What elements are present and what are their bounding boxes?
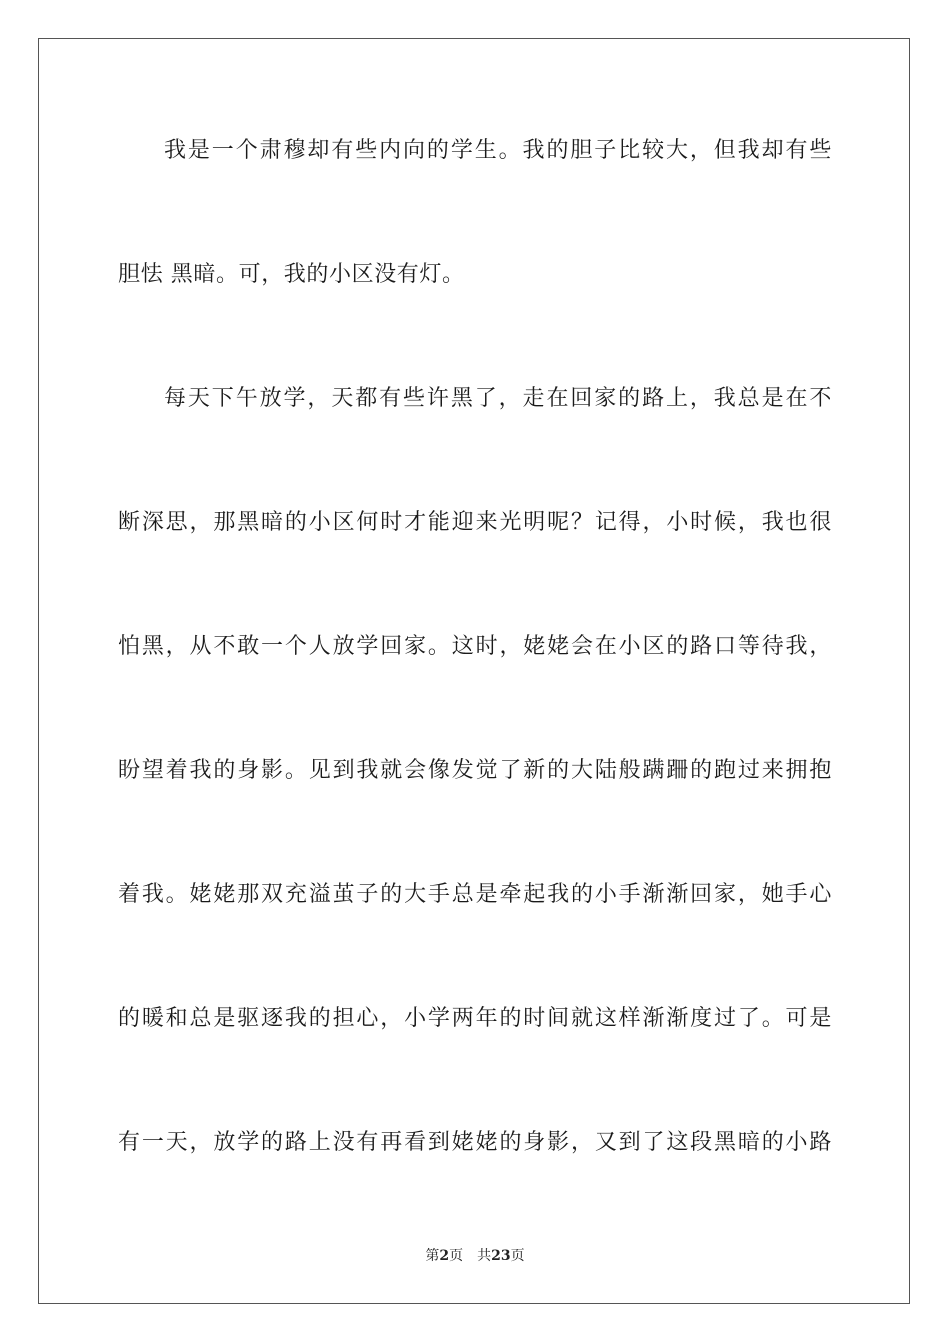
total-label-suffix: 页	[510, 1248, 525, 1264]
paragraph-2-line-7: 有一天，放学的路上没有再看到姥姥的身影，又到了这段黑暗的小路	[118, 1130, 832, 1155]
paragraph-2-line-1: 每天下午放学，天都有些许黑了，走在回家的路上，我总是在不	[164, 386, 832, 411]
paragraph-1-line-1: 我是一个肃穆却有些内向的学生。我的胆子比较大，但我却有些	[164, 138, 832, 163]
paragraph-2-line-3: 怕黑，从不敢一个人放学回家。这时，姥姥会在小区的路口等待我，	[118, 634, 832, 659]
paragraph-1-line-2: 胆怯 黑暗。可，我的小区没有灯。	[118, 262, 465, 287]
total-pages: 23	[491, 1248, 511, 1264]
paragraph-2-line-6: 的暖和总是驱逐我的担心，小学两年的时间就这样渐渐度过了。可是	[118, 1006, 832, 1031]
paragraph-2-line-4: 盼望着我的身影。见到我就会像发觉了新的大陆般蹒跚的跑过来拥抱	[118, 758, 832, 783]
paragraph-2-line-2: 断深思，那黑暗的小区何时才能迎来光明呢？记得，小时候，我也很	[118, 510, 832, 535]
page-label-prefix: 第	[425, 1248, 440, 1264]
page-label-suffix: 页	[449, 1248, 464, 1264]
total-label-prefix: 共	[477, 1248, 492, 1264]
page-border	[38, 38, 910, 1304]
page-footer	[0, 1247, 950, 1265]
page-number: 2	[439, 1248, 450, 1264]
paragraph-2-line-5: 着我。姥姥那双充溢茧子的大手总是牵起我的小手渐渐回家，她手心	[118, 882, 832, 907]
